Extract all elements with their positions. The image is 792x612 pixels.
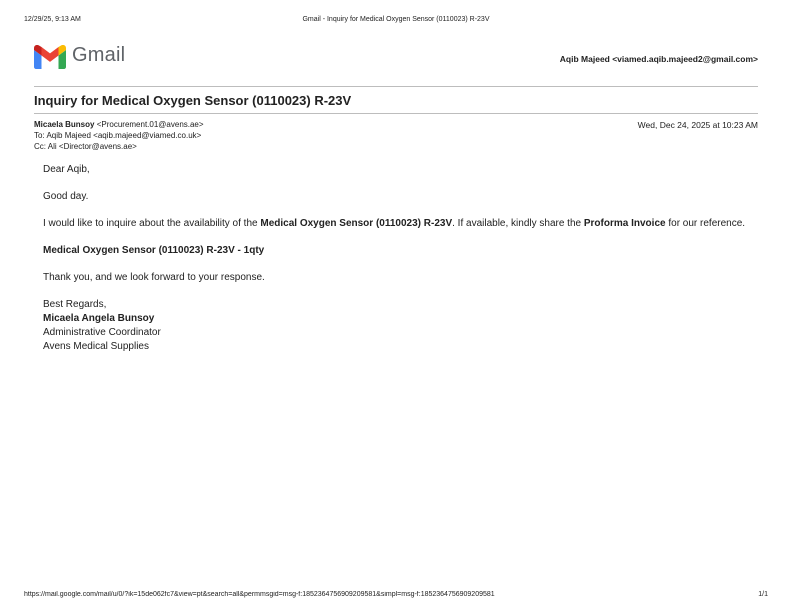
email-subject: Inquiry for Medical Oxygen Sensor (0110023) R-23V bbox=[34, 93, 352, 108]
print-url: https://mail.google.com/mail/u/0/?ik=15de062fc7&view=pt&search=all&permmsgid=msg-f:1852364756909209581&simpl=msg-f:1852364756909209581 bbox=[24, 591, 495, 598]
print-page-title: Gmail - Inquiry for Medical Oxygen Sensor (0110023) R-23V bbox=[302, 16, 490, 23]
to-line: To: Aqib Majeed <aqib.majeed@viamed.co.uk> bbox=[34, 131, 202, 140]
sender-address[interactable]: <Procurement.01@avens.ae> bbox=[96, 120, 204, 129]
inquiry-text-2: . If available, kindly share the bbox=[452, 218, 584, 229]
print-datetime: 12/29/25, 9:13 AM bbox=[24, 16, 81, 23]
account-label: Aqib Majeed <viamed.aqib.majeed2@gmail.com> bbox=[559, 54, 758, 64]
inquiry-text-1: I would like to inquire about the availability of the bbox=[43, 218, 261, 229]
cc-line: Cc: Ali <Director@avens.ae> bbox=[34, 142, 137, 151]
email-body bbox=[43, 163, 753, 354]
subject-divider bbox=[34, 113, 758, 114]
signature-company: Avens Medical Supplies bbox=[43, 341, 149, 352]
inquiry-text-3: for our reference. bbox=[665, 218, 746, 229]
signature-name: Micaela Angela Bunsoy bbox=[43, 313, 155, 324]
good-day: Good day. bbox=[43, 191, 89, 202]
print-page-number: 1/1 bbox=[758, 591, 768, 598]
header-divider bbox=[34, 86, 758, 87]
closing: Best Regards, bbox=[43, 299, 107, 310]
signature bbox=[43, 298, 753, 354]
inquiry-paragraph bbox=[43, 217, 753, 231]
thanks-line: Thank you, and we look forward to your response. bbox=[43, 272, 265, 283]
email-date: Wed, Dec 24, 2025 at 10:23 AM bbox=[637, 120, 758, 130]
sender-name: Micaela Bunsoy bbox=[34, 120, 95, 129]
inquiry-document: Proforma Invoice bbox=[583, 218, 666, 229]
signature-title: Administrative Coordinator bbox=[43, 327, 161, 338]
greeting: Dear Aqib, bbox=[43, 164, 90, 175]
inquiry-product: Medical Oxygen Sensor (0110023) R-23V bbox=[260, 218, 453, 229]
gmail-logo-icon bbox=[34, 45, 66, 69]
item-line: Medical Oxygen Sensor (0110023) R-23V - 1qty bbox=[43, 245, 265, 256]
sender-line bbox=[34, 120, 204, 129]
gmail-wordmark: Gmail bbox=[72, 44, 126, 66]
